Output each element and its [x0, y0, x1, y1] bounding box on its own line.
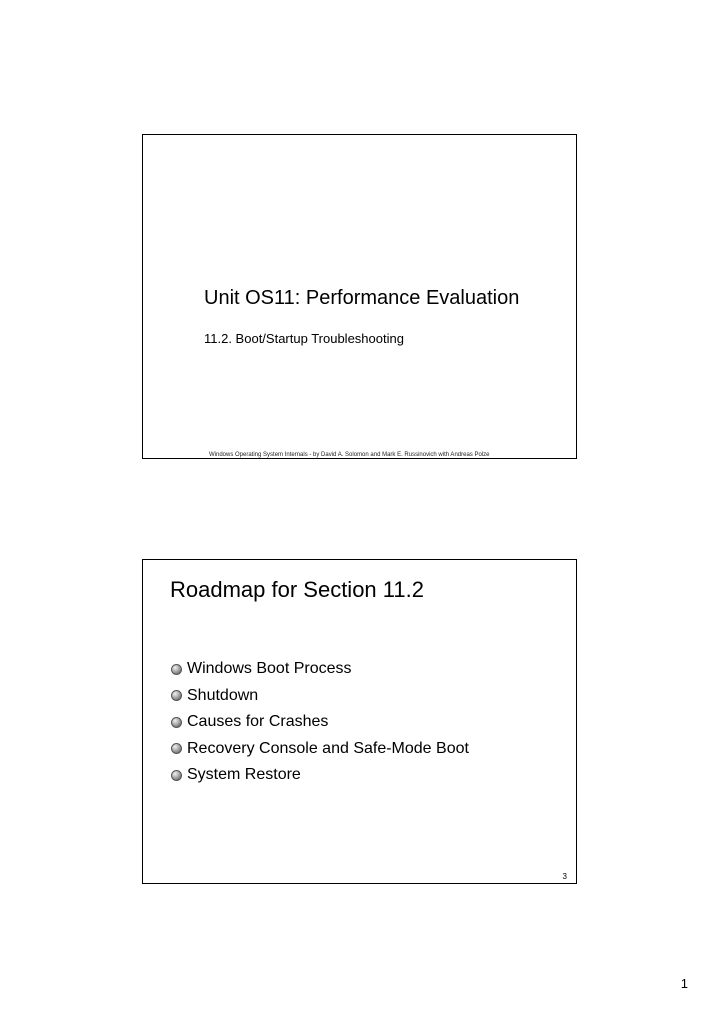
bullet-text: System Restore	[187, 766, 301, 784]
sphere-bullet-icon	[171, 664, 182, 675]
sphere-bullet-icon	[171, 717, 182, 728]
bullet-list	[171, 656, 469, 789]
slide-2	[142, 559, 577, 884]
bullet-item	[171, 656, 469, 683]
sphere-bullet-icon	[171, 743, 182, 754]
page-number: 1	[680, 976, 688, 991]
bullet-item	[171, 736, 469, 763]
slide-subtitle: 11.2. Boot/Startup Troubleshooting	[204, 331, 404, 346]
bullet-text: Recovery Console and Safe-Mode Boot	[187, 739, 469, 757]
slide-footer: Windows Operating System Internals - by David A. Solomon and Mark E. Russinovich with Andreas Polze	[209, 452, 490, 458]
bullet-text: Shutdown	[187, 686, 259, 704]
sphere-bullet-icon	[171, 770, 182, 781]
slide-1	[142, 134, 577, 459]
bullet-text: Causes for Crashes	[187, 713, 329, 731]
slide-title: Unit OS11: Performance Evaluation	[204, 287, 520, 309]
sphere-bullet-icon	[171, 690, 182, 701]
slide-title: Roadmap for Section 11.2	[170, 577, 424, 602]
bullet-item	[171, 709, 469, 736]
bullet-text: Windows Boot Process	[187, 660, 352, 678]
bullet-item	[171, 683, 469, 710]
bullet-item	[171, 762, 469, 789]
slide-number: 3	[562, 872, 567, 881]
